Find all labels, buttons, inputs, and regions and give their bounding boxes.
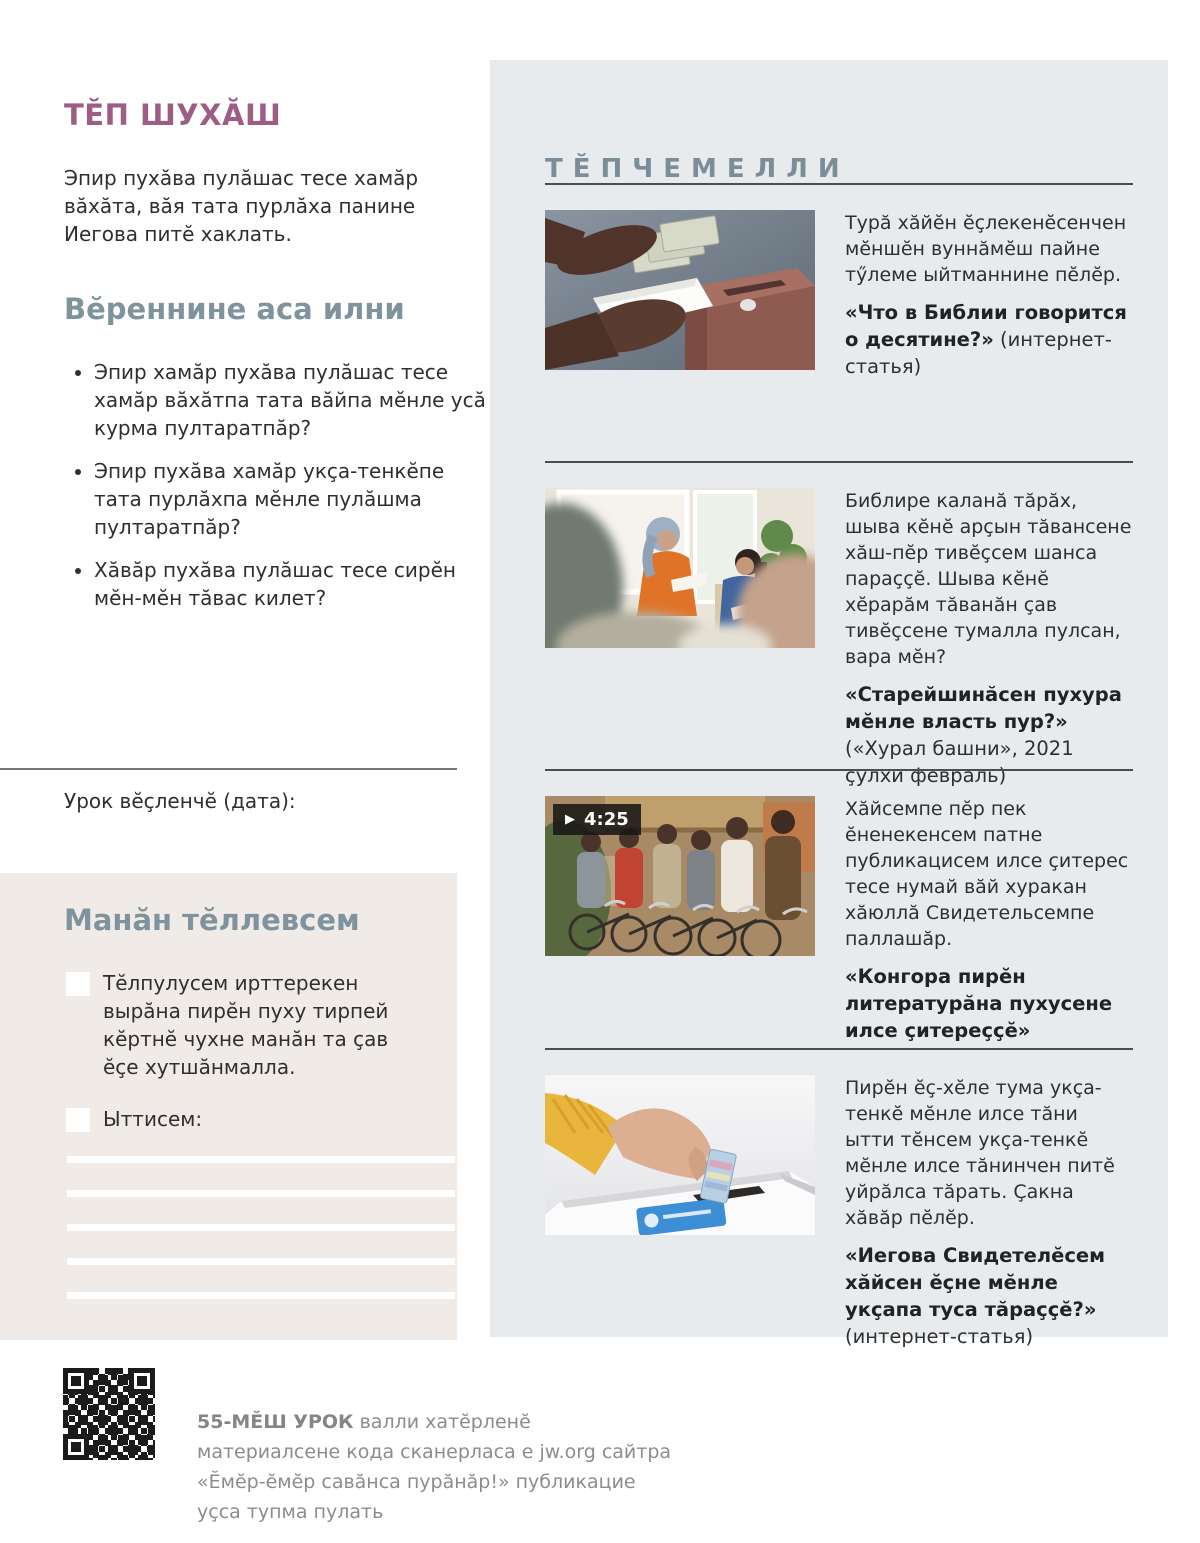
research-section [545, 461, 1133, 789]
section-body: Хӑйсемпе пӗр пек ӗненекенсем патне публикацисем илсе ҫитерес тесе нумай вӑй хуракан хӑюллӑ Свидетельсемпе паллашӑр. [845, 798, 1129, 950]
section-divider [545, 769, 1133, 771]
review-list [64, 358, 486, 627]
main-idea-text: Эпир пухӑва пулӑшас тесе хамӑр вӑхӑта, вӑя тата пурлӑха панине Иегова питӗ хаклать. [64, 166, 419, 246]
write-line [67, 1292, 455, 1299]
goal-checkbox[interactable] [66, 972, 90, 996]
research-heading: ТӖПЧЕМЕЛЛИ [545, 154, 850, 184]
review-item: • Эпир хамӑр пухӑва пулӑшас тесе хамӑр вӑхӑтпа тата вӑйпа мӗнле усӑ курма пултаратпӑр? [94, 358, 486, 442]
main-idea-heading: ТӖП ШУХӐШ [64, 98, 282, 132]
section-title [845, 1242, 1133, 1350]
section-source: («Хурал башни», 2021 ҫулхи февраль) [845, 737, 1074, 787]
publication-title: «Старейшинӑсен пухура мӗнле власть пур?» [845, 683, 1122, 733]
section-source: (интернет-статья) [845, 1325, 1034, 1348]
goal-item [66, 969, 402, 1081]
lesson-date-label: Урок вӗҫленчӗ (дата): [64, 789, 296, 813]
play-icon: ▶ [565, 812, 575, 827]
research-section [545, 1048, 1133, 1350]
write-in-lines [67, 1156, 455, 1326]
qr-caption-text: валли хатӗрленӗ материалсене кода сканерласа е jw.org сайтра «Ӗмӗр-ӗмӗр савӑнса пурӑнӑр!» публикацие уҫса тупма пулать [197, 1411, 672, 1523]
section-body: Пирӗн ӗҫ-хӗле тума укҫа-тенкӗ мӗнле илсе тӑни ытти тӗнсем укҫа-тенкӗ мӗнле илсе тӑнинчен питӗ уйрӑлса тӑрать. Ҫакна хӑвӑр пӗлӗр. [845, 1077, 1115, 1229]
section-divider [545, 461, 1133, 463]
goals-heading: Манӑн тӗллевсем [64, 903, 360, 937]
goal-text: Ыттисем: [103, 1107, 203, 1131]
write-line [67, 1258, 455, 1265]
qr-caption [197, 1407, 675, 1527]
video-badge [553, 804, 641, 835]
study-group-image [545, 488, 815, 648]
write-line [67, 1156, 455, 1163]
qr-code [63, 1368, 155, 1460]
my-goals-box [0, 873, 457, 1340]
review-item: • Эпир пухӑва хамӑр укҫа-тенкӗпе тата пурлӑхпа мӗнле пулӑшма пултаратпӑр? [94, 457, 486, 541]
write-line [67, 1190, 455, 1197]
section-source: (интернет-статья) [845, 328, 1112, 378]
section-divider [545, 183, 1133, 185]
section-divider [545, 1048, 1133, 1050]
publication-title: «Что в Библии говорится о десятине?» [845, 301, 1127, 351]
bicycle-brothers-video-thumbnail[interactable] [545, 796, 815, 956]
review-item: • Хӑвӑр пухӑва пулӑшас тесе сирӗн мӗн-мӗн тӑвас килет? [94, 556, 486, 612]
goal-item [66, 1105, 402, 1133]
lesson-number-label: 55-МӖШ УРОК [197, 1411, 354, 1433]
contribution-box-image [545, 1075, 815, 1235]
donation-box-image [545, 210, 815, 370]
contribution-box-photo [545, 1075, 815, 1235]
bible-study-group-photo [545, 488, 815, 648]
section-title [845, 299, 1133, 380]
section-title [845, 963, 1133, 1044]
video-duration: 4:25 [584, 809, 629, 830]
research-section [545, 769, 1133, 1044]
section-body: Турӑ хӑйӗн ӗҫлекенӗсенчен мӗншӗн вуннӑмӗш пайне тӳлеме ыйтманнине пӗлӗр. [845, 212, 1127, 286]
donation-box-illustration [545, 210, 815, 370]
section-body: Библире каланӑ тӑрӑх, шыва кӗнӗ арҫын тӑвансене хӑш-пӗр тивӗҫсем шанса параҫҫӗ. Шыва кӗнӗ хӗрарӑм тӑванӑн ҫав тивӗҫсене тумалла пулсан, вара мӗн? [845, 490, 1132, 668]
research-panel [490, 60, 1168, 1348]
publication-title: «Иегова Свидетелӗсем хӑйсен ӗҫне мӗнле укҫапа туса тӑраҫҫӗ?» [845, 1244, 1106, 1321]
left-divider [0, 768, 457, 770]
goal-checkbox[interactable] [66, 1108, 90, 1132]
publication-title: «Конгора пирӗн литературӑна пухусене илсе ҫитереҫҫӗ» [845, 965, 1113, 1042]
goal-text: Тӗлпулусем ирттерекен вырӑна пирӗн пуху тирпей кӗртнӗ чухне манӑн та ҫав ӗҫе хутшӑнмалла. [103, 971, 389, 1079]
write-line [67, 1224, 455, 1231]
review-heading: Вӗреннине аса илни [64, 292, 405, 326]
research-section [545, 183, 1133, 380]
